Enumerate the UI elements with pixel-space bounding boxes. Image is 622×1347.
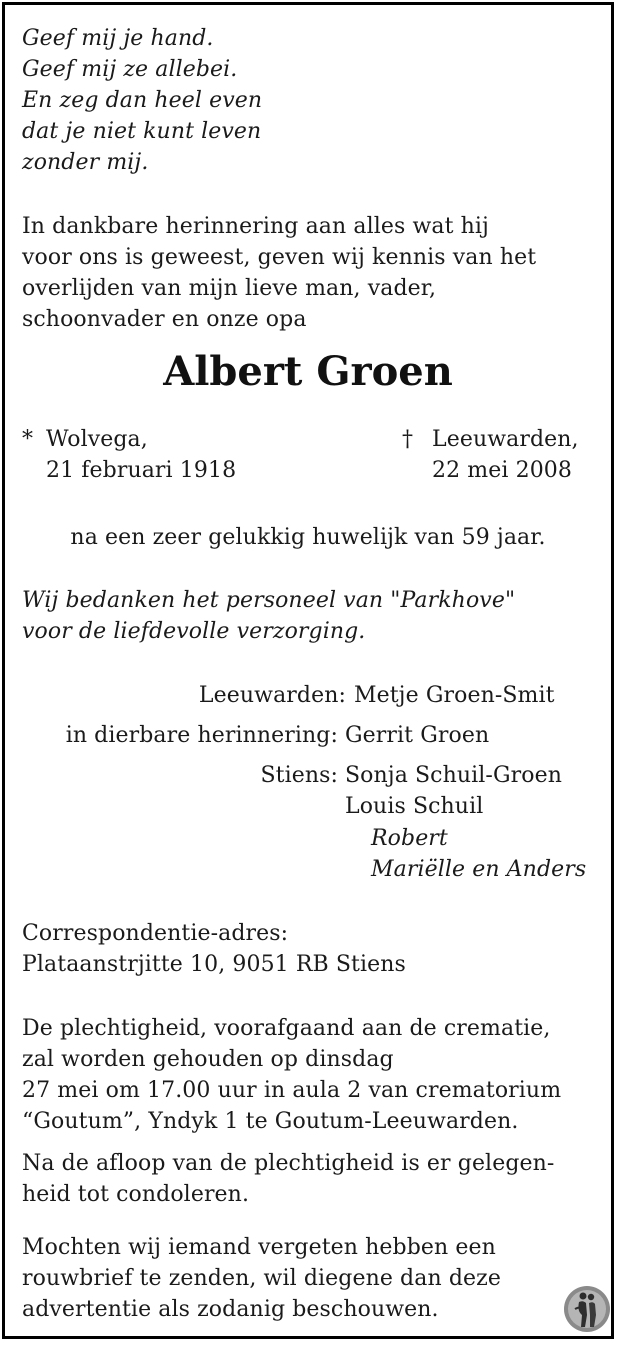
obituary-frame [2,2,614,1339]
grandchild-name: Robert [371,826,448,851]
ceremony-line: De plechtigheid, voorafgaand aan de crematie, [22,1016,551,1041]
death-place: Leeuwarden, [432,427,579,452]
poem-line: Geef mij je hand. [22,26,214,51]
ceremony-line: 27 mei om 17.00 uur in aula 2 van crematorium [22,1078,562,1103]
memorial-figure-icon [563,1285,611,1333]
thanks-line: voor de liefdevolle verzorging. [22,619,366,644]
death-date: 22 mei 2008 [432,458,572,483]
poem-line: zonder mij. [22,150,149,175]
birth-symbol: * [22,427,34,452]
family-label: in dierbare herinnering: [65,723,338,748]
marriage-line: na een zeer gelukkig huwelijk van 59 jaar. [70,525,546,550]
notice-line: Mochten wij iemand vergeten hebben een [22,1235,496,1260]
birth-date: 21 februari 1918 [46,458,237,483]
poem-line: En zeg dan heel even [22,88,263,113]
condolence-line: heid tot condoleren. [22,1182,250,1207]
family-name: Louis Schuil [345,794,484,819]
ceremony-line: “Goutum”, Yndyk 1 te Goutum-Leeuwarden. [22,1109,519,1134]
ceremony-line: zal worden gehouden op dinsdag [22,1047,394,1072]
grandchild-name: Mariëlle en Anders [371,857,587,882]
family-label: Stiens: [260,763,338,788]
poem-line: dat je niet kunt leven [22,119,262,144]
correspondence-line: Correspondentie-adres: [22,921,289,946]
family-name: Metje Groen-Smit [354,683,555,708]
family-name: Sonja Schuil-Groen [345,763,562,788]
notice-line: advertentie als zodanig beschouwen. [22,1297,439,1322]
intro-line: overlijden van mijn lieve man, vader, [22,276,437,301]
death-symbol: † [402,427,414,452]
intro-line: In dankbare herinnering aan alles wat hij [22,214,489,239]
thanks-line: Wij bedanken het personeel van "Parkhove" [22,588,516,613]
intro-line: schoonvader en onze opa [22,307,307,332]
family-label: Leeuwarden: [198,683,346,708]
poem-line: Geef mij ze allebei. [22,57,238,82]
birth-place: Wolvega, [46,427,148,452]
intro-line: voor ons is geweest, geven wij kennis van het [22,245,537,270]
condolence-line: Na de afloop van de plechtigheid is er gelegen- [22,1151,555,1176]
notice-line: rouwbrief te zenden, wil diegene dan deze [22,1266,501,1291]
deceased-name: Albert Groen [163,348,453,395]
correspondence-line: Plataanstrjitte 10, 9051 RB Stiens [22,952,406,977]
family-name: Gerrit Groen [345,723,490,748]
